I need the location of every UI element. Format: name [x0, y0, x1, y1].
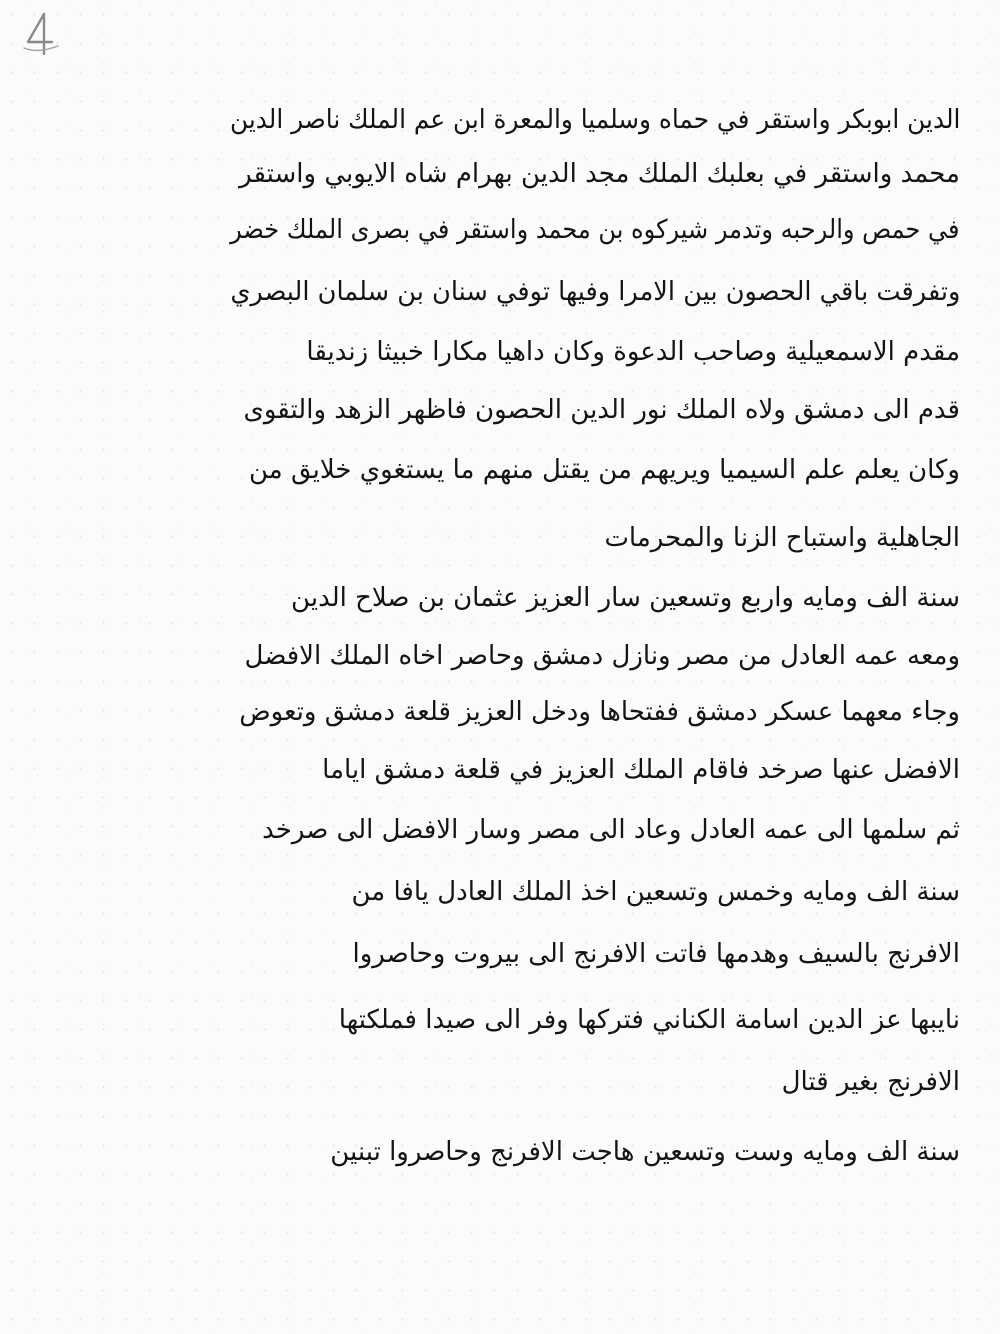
- manuscript-line: وتفرقت باقي الحصون بين الامرا وفيها توفي سنان بن سلمان البصري: [229, 277, 960, 307]
- manuscript-line: ومعه عمه العادل من مصر ونازل دمشق وحاصر اخاه الملك الافضل: [244, 641, 960, 671]
- manuscript-line: الجاهلية واستباح الزنا والمحرمات: [604, 523, 960, 553]
- manuscript-line: محمد واستقر في بعلبك الملك مجد الدين بهرام شاه الايوبي واستقر: [239, 159, 960, 189]
- manuscript-line: وكان يعلم علم السيميا ويريهم من يقتل منهم ما يستغوي خلايق من: [248, 455, 960, 485]
- manuscript-line: سنة الف ومايه وست وتسعين هاجت الافرنج وحاصروا تبنين: [330, 1137, 960, 1167]
- manuscript-line: وجاء معهما عسكر دمشق ففتحاها ودخل العزيز قلعة دمشق وتعوض: [239, 697, 960, 727]
- manuscript-line: مقدم الاسمعيلية وصاحب الدعوة وكان داهيا مكارا خبيثا زنديقا: [306, 337, 960, 367]
- manuscript-line: قدم الى دمشق ولاه الملك نور الدين الحصون فاظهر الزهد والتقوى: [243, 395, 960, 425]
- manuscript-line: في حمص والرحبه وتدمر شيركوه بن محمد واستقر في بصرى الملك خضر: [230, 215, 960, 245]
- manuscript-line: الافرنج بالسيف وهدمها فاتت الافرنج الى بيروت وحاصروا: [352, 939, 960, 969]
- manuscript-line: الدين ابوبكر واستقر في حماه وسلميا والمعرة ابن عم الملك ناصر الدين: [229, 105, 960, 135]
- manuscript-line: ثم سلمها الى عمه العادل وعاد الى مصر وسار الافضل الى صرخد: [262, 815, 960, 845]
- manuscript-line: سنة الف ومايه وخمس وتسعين اخذ الملك العادل يافا من: [351, 877, 960, 907]
- manuscript-line: الافضل عنها صرخد فاقام الملك العزيز في قلعة دمشق اياما: [322, 755, 960, 785]
- manuscript-line: سنة الف ومايه واربع وتسعين سار العزيز عثمان بن صلاح الدين: [291, 583, 960, 613]
- manuscript-line: الافرنج بغير قتال: [781, 1067, 960, 1097]
- folio-number-mark: [14, 8, 66, 60]
- manuscript-line: نايبها عز الدين اسامة الكناني فتركها وفر الى صيدا فملكتها: [338, 1005, 960, 1035]
